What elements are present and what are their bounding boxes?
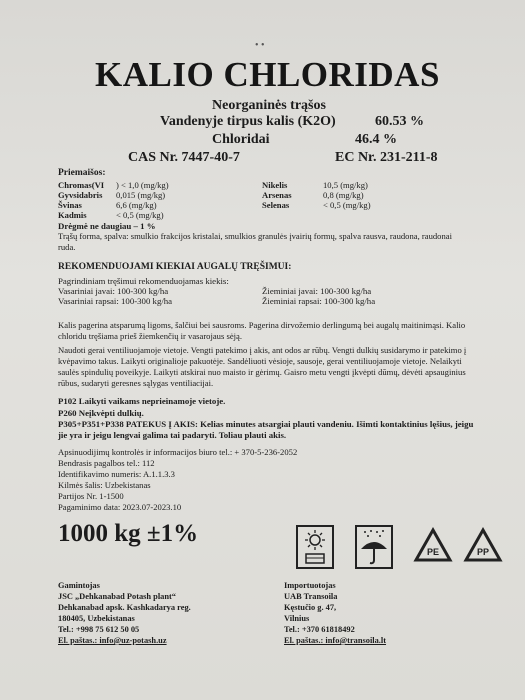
moisture-text: Drėgmė ne daugiau – 1 % bbox=[58, 221, 156, 231]
detail-line: Identifikavimo numeris: A.1.1.3.3 bbox=[58, 469, 175, 479]
impurity-value: 0,8 (mg/kg) bbox=[323, 190, 364, 200]
chloride-value: 46.4 % bbox=[355, 132, 397, 147]
detail-line: Apsinuodijimų kontrolės ir informacijos biuro tel.: + 370-5-236-2052 bbox=[58, 447, 298, 457]
detail-line: Bendrasis pagalbos tel.: 112 bbox=[58, 458, 155, 468]
details-block bbox=[58, 447, 297, 513]
rec-left-2: Vasariniai rapsai: 100-300 kg/ha bbox=[58, 296, 173, 306]
recommendations-intro: Pagrindiniam tręšimui rekomenduojamas kiekis: bbox=[58, 276, 229, 286]
manufacturer-line: Gamintojas bbox=[58, 581, 100, 590]
potassium-value: 60.53 % bbox=[375, 114, 424, 129]
net-weight: 1000 kg ±1% bbox=[58, 520, 199, 547]
impurity-value: < 0,5 (mg/kg) bbox=[116, 210, 164, 220]
table-row bbox=[262, 180, 374, 190]
impurity-name: Chromas(VI bbox=[58, 180, 105, 190]
ec-number: EC Nr. 231-211-8 bbox=[335, 150, 438, 165]
table-row bbox=[58, 180, 172, 190]
impurities-left-table bbox=[58, 180, 172, 220]
impurity-value: ) < 1,0 (mg/kg) bbox=[116, 180, 169, 190]
product-title: KALIO CHLORIDAS bbox=[95, 55, 440, 94]
rec-right-2: Žieminiai rapsai: 100-300 kg/ha bbox=[262, 296, 376, 306]
impurities-right-table bbox=[262, 180, 374, 210]
impurity-name: Nikelis bbox=[262, 180, 288, 190]
importer-line: Vilnius bbox=[284, 614, 310, 623]
manufacturer-line: JSC „Dehkanabad Potash plant“ bbox=[58, 592, 176, 601]
importer-line: Kęstučio g. 47, bbox=[284, 603, 337, 612]
table-row bbox=[262, 200, 374, 210]
importer-line: Importuotojas bbox=[284, 581, 336, 590]
benefits-paragraph: Kalis pagerina atsparumą ligoms, šalčiui bei sausroms. Pagerina dirvožemio derlingumą bei augalų maitinimąsi. Kalio chloridu tręšiama prieš žiemkenčių ir vasarojaus sėją. bbox=[58, 320, 466, 341]
detail-line: Partijos Nr. 1-1500 bbox=[58, 491, 124, 501]
safety-paragraph: Naudoti gerai ventiliuojamoje vietoje. Vengti patekimo į akis, ant odos ar rūbų. Vengti dulkių susidarymo ir patekimo į kvėpavimo takus. Laikyti originalioje pakuotėje. Sandėliuoti vėsioje, sausoje, gerai ventiliuojamoje vietoje. Nelaikyti saulės spindulių poveikyje. Laikyti atskirai nuo maisto ir gėrimų. Gaisro metu vengti įkvėpti dūmų, dėvėti apsauginius rūbus, sudaryti geresnes sąlygas ventiliacijai. bbox=[58, 345, 467, 388]
detail-line: Pagaminimo data: 2023.07-2023.10 bbox=[58, 502, 182, 512]
table-row bbox=[58, 210, 172, 220]
importer-line: Tel.: +370 61818492 bbox=[284, 625, 355, 634]
importer-block bbox=[284, 580, 386, 646]
umbrella-icon bbox=[355, 525, 393, 569]
hazard-p305: P305+P351+P338 PATEKUS Į AKIS: Kelias minutes atsargiai plauti vandeniu. Išimti kontaktinius lęšius, jeigu jie yra ir jeigu lengvai galima tai padaryti. Toliau plauti akis. bbox=[58, 419, 474, 440]
manufacturer-block bbox=[58, 580, 191, 646]
impurities-heading: Priemaišos: bbox=[58, 168, 106, 178]
form-description: Trąšų forma, spalva: smulkio frakcijos kristalai, smulkios granulės įvairių formų, spalva rausva, raudona, raudonai ruda. bbox=[58, 231, 452, 252]
recycle-pp-icon bbox=[462, 526, 504, 573]
manufacturer-line: Dehkanabad apsk. Kashkadarya reg. bbox=[58, 603, 191, 612]
recycle-pe-icon bbox=[412, 526, 454, 573]
hazard-p260: P260 Neįkvėpti dulkių. bbox=[58, 408, 144, 418]
impurity-name: Kadmis bbox=[58, 210, 87, 220]
table-row bbox=[58, 190, 172, 200]
cas-number: CAS Nr. 7447-40-7 bbox=[128, 150, 240, 165]
rec-left-1: Vasariniai javai: 100-300 kg/ha bbox=[58, 286, 169, 296]
impurity-value: 10,5 (mg/kg) bbox=[323, 180, 368, 190]
table-row bbox=[262, 190, 374, 200]
importer-line: UAB Transoila bbox=[284, 592, 338, 601]
manufacturer-line: Tel.: +998 75 612 50 05 bbox=[58, 625, 140, 634]
detail-line: Kilmės šalis: Uzbekistanas bbox=[58, 480, 151, 490]
manufacturer-line: 180405, Uzbekistanas bbox=[58, 614, 135, 623]
impurity-name: Arsenas bbox=[262, 190, 292, 200]
chloride-label: Chloridai bbox=[212, 132, 270, 147]
hazard-p102: P102 Laikyti vaikams neprieinamoje vietoje. bbox=[58, 396, 226, 406]
keep-dry-sun-icon bbox=[296, 525, 334, 569]
importer-line: El. paštas.: info@transoila.lt bbox=[284, 636, 387, 645]
top-marks: • • bbox=[255, 40, 265, 51]
impurity-name: Gyvsidabris bbox=[58, 190, 103, 200]
table-row bbox=[58, 200, 172, 210]
subtitle: Neorganinės trąšos bbox=[212, 98, 326, 113]
recycle-pp-label: PP bbox=[476, 547, 490, 557]
impurity-value: 0,015 (mg/kg) bbox=[116, 190, 166, 200]
recommendations-heading: REKOMENDUOJAMI KIEKIAI AUGALŲ TRĘŠIMUI: bbox=[58, 262, 292, 272]
recycle-pe-label: PE bbox=[426, 547, 440, 557]
impurity-name: Selenas bbox=[262, 200, 290, 210]
manufacturer-line: El. paštas.: info@uz-potash.uz bbox=[58, 636, 167, 645]
impurity-name: Švinas bbox=[58, 200, 82, 210]
impurity-value: 6,6 (mg/kg) bbox=[116, 200, 157, 210]
impurity-value: < 0,5 (mg/kg) bbox=[323, 200, 371, 210]
rec-right-1: Žieminiai javai: 100-300 kg/ha bbox=[262, 286, 372, 296]
potassium-label: Vandenyje tirpus kalis (K2O) bbox=[160, 114, 336, 129]
